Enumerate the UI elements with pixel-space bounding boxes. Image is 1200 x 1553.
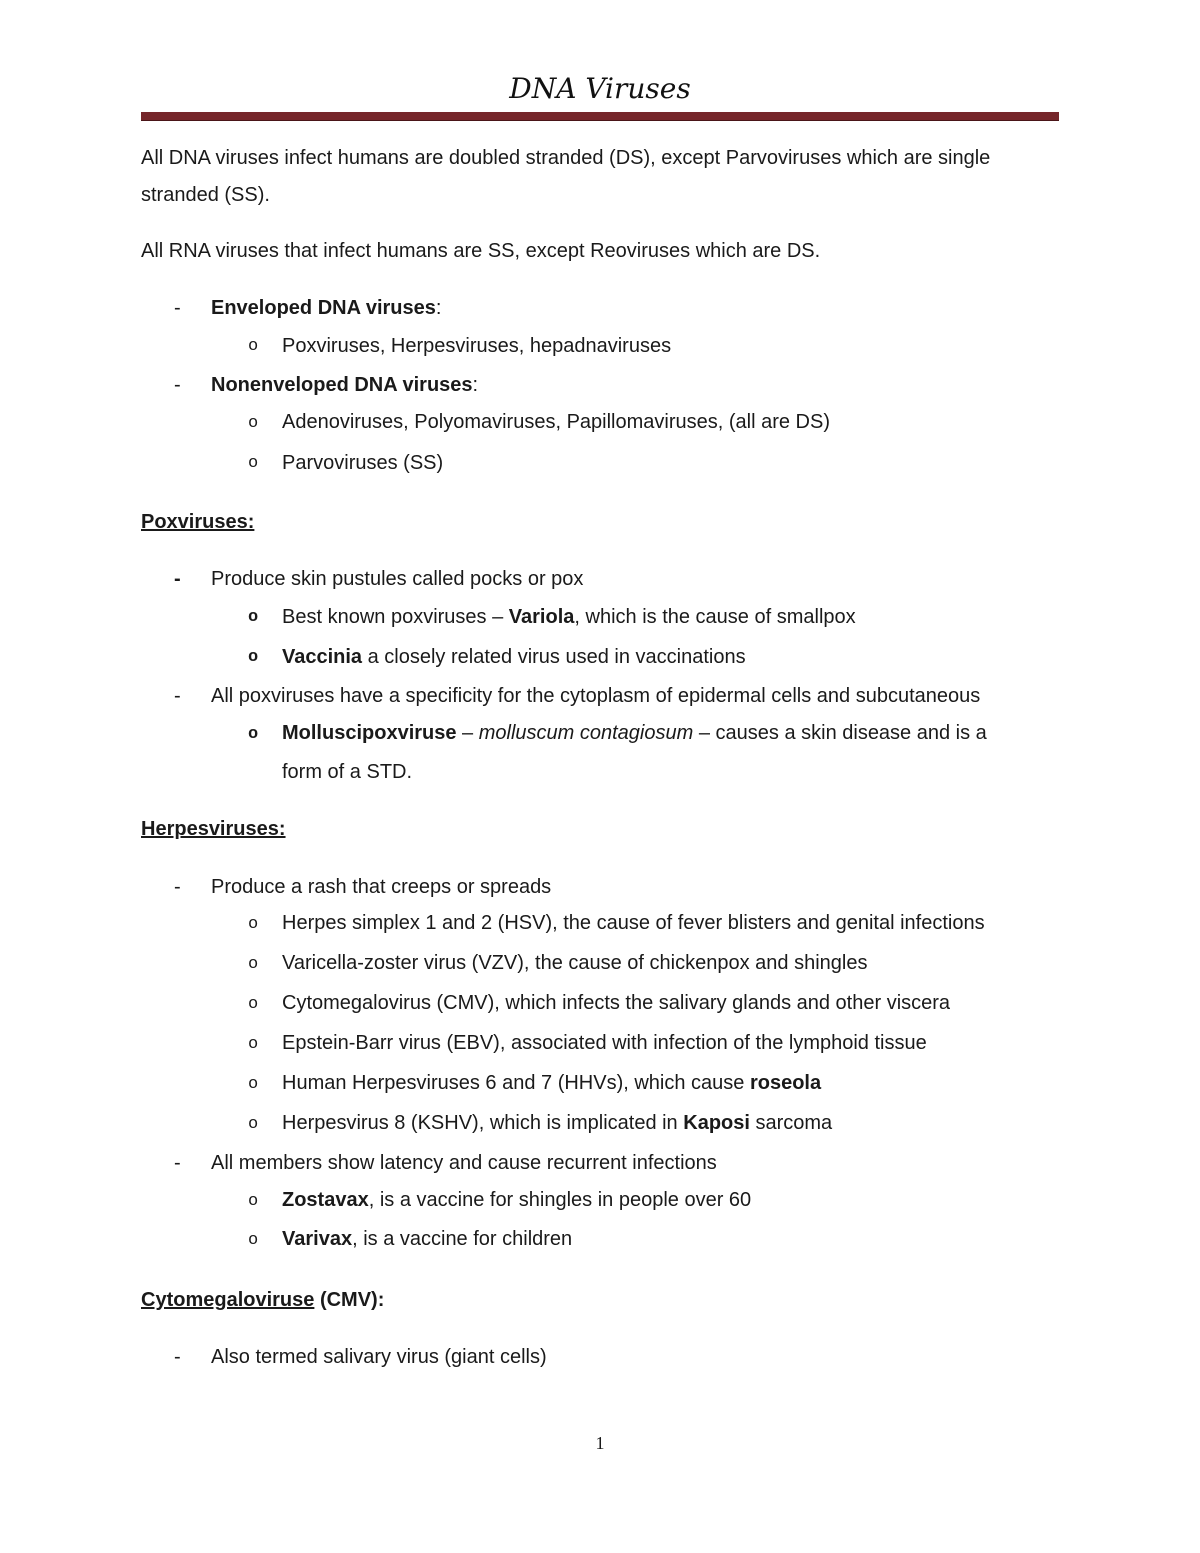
poxviruses-sub-3-line2: form of a STD. [282, 761, 413, 783]
molluscipoxviruse-term: Molluscipoxviruse [282, 722, 457, 744]
bullet-marker: o [248, 1035, 259, 1054]
zostavax-term: Zostavax [282, 1189, 369, 1211]
herpesviruses-sub-4: Epstein-Barr virus (EBV), associated with infection of the lymphoid tissue [282, 1032, 927, 1054]
bullet-marker: o [248, 1192, 259, 1211]
enveloped-heading [211, 296, 441, 320]
dash-marker: - [174, 1346, 181, 1368]
poxviruses-sub-3 [282, 721, 987, 745]
nonenveloped-item-2: Parvoviruses (SS) [282, 452, 444, 474]
molluscum-term: molluscum contagiosum [478, 722, 694, 744]
text-segment: a closely related virus used in vaccinations [362, 646, 746, 668]
herpesviruses-sub-8 [282, 1227, 572, 1251]
cmv-heading-rest: (CMV): [314, 1289, 385, 1311]
dash-marker: - [174, 374, 181, 396]
dash-marker: - [174, 568, 181, 590]
intro-paragraph-2: All RNA viruses that infect humans are SS, except Reoviruses which are DS. [141, 240, 821, 262]
bullet-marker: o [248, 608, 259, 627]
enveloped-item: Poxviruses, Herpesviruses, hepadnaviruses [282, 335, 672, 357]
herpesviruses-sub-3: Cytomegalovirus (CMV), which infects the salivary glands and other viscera [282, 992, 951, 1014]
cmv-heading-underlined: Cytomegaloviruse [141, 1289, 315, 1311]
herpesviruses-sub-7 [282, 1188, 751, 1212]
herpesviruses-heading [141, 817, 286, 841]
roseola-term: roseola [749, 1072, 822, 1094]
cmv-point-1: Also termed salivary virus (giant cells) [211, 1346, 547, 1368]
kaposi-term: Kaposi [683, 1112, 750, 1134]
text-segment: – causes a skin disease and is a [693, 722, 987, 744]
enveloped-label: Enveloped DNA viruses [211, 297, 436, 319]
text-segment: Human Herpesviruses 6 and 7 (HHVs), which cause [282, 1072, 750, 1094]
dash-marker: - [174, 685, 181, 707]
bullet-marker: o [248, 1231, 259, 1250]
herpesviruses-sub-1: Herpes simplex 1 and 2 (HSV), the cause of fever blisters and genital infections [282, 912, 985, 934]
text-segment: , is a vaccine for shingles in people over 60 [368, 1189, 752, 1211]
title-rule [141, 112, 1059, 121]
text-segment: – [456, 722, 479, 744]
page-title: DNA Viruses [509, 72, 691, 105]
dash-marker: - [174, 1152, 181, 1174]
dash-marker: - [174, 876, 181, 898]
bullet-marker: o [248, 995, 259, 1014]
text-segment: Best known poxviruses – [282, 606, 509, 628]
vaccinia-term: Vaccinia [282, 646, 363, 668]
nonenveloped-item-1: Adenoviruses, Polyomaviruses, Papillomaviruses, (all are DS) [282, 411, 830, 433]
intro-paragraph-line2: stranded (SS). [141, 184, 270, 206]
poxviruses-point-1: Produce skin pustules called pocks or pox [211, 568, 584, 590]
text-segment: Herpesvirus 8 (KSHV), which is implicated in [282, 1112, 684, 1134]
bullet-marker: o [248, 915, 259, 934]
bullet-marker: o [248, 725, 259, 744]
poxviruses-sub-2 [282, 645, 746, 669]
poxviruses-heading [141, 510, 254, 534]
nonenveloped-label: Nonenveloped DNA viruses [211, 374, 473, 396]
cmv-heading [141, 1288, 384, 1312]
colon: : [472, 374, 479, 396]
herpesviruses-point-2: All members show latency and cause recurrent infections [211, 1152, 717, 1174]
bullet-marker: o [248, 648, 259, 667]
text-segment: , is a vaccine for children [352, 1228, 573, 1250]
bullet-marker: o [248, 955, 259, 974]
intro-paragraph-line1: All DNA viruses infect humans are doubled stranded (DS), except Parvoviruses which are single [141, 147, 991, 169]
bullet-marker: o [248, 454, 259, 473]
herpesviruses-point-1: Produce a rash that creeps or spreads [211, 876, 552, 898]
text-segment: , which is the cause of smallpox [574, 606, 856, 628]
text-segment: sarcoma [749, 1112, 833, 1134]
variola-term: Variola [508, 606, 575, 628]
colon: : [435, 297, 442, 319]
herpesviruses-sub-5 [282, 1071, 821, 1095]
bullet-marker: o [248, 1075, 259, 1094]
bullet-marker: o [248, 337, 259, 356]
nonenveloped-heading [211, 373, 478, 397]
poxviruses-point-2: All poxviruses have a specificity for the cytoplasm of epidermal cells and subcutaneous [211, 685, 981, 707]
page-number: 1 [595, 1433, 605, 1453]
poxviruses-heading-text: Poxviruses: [141, 511, 255, 533]
dash-marker: - [174, 297, 181, 319]
varivax-term: Varivax [282, 1228, 353, 1250]
bullet-marker: o [248, 414, 259, 433]
herpesviruses-sub-2: Varicella-zoster virus (VZV), the cause of chickenpox and shingles [282, 952, 868, 974]
poxviruses-sub-1 [282, 605, 856, 629]
herpesviruses-sub-6 [282, 1111, 832, 1135]
bullet-marker: o [248, 1115, 259, 1134]
herpesviruses-heading-text: Herpesviruses: [141, 818, 286, 840]
